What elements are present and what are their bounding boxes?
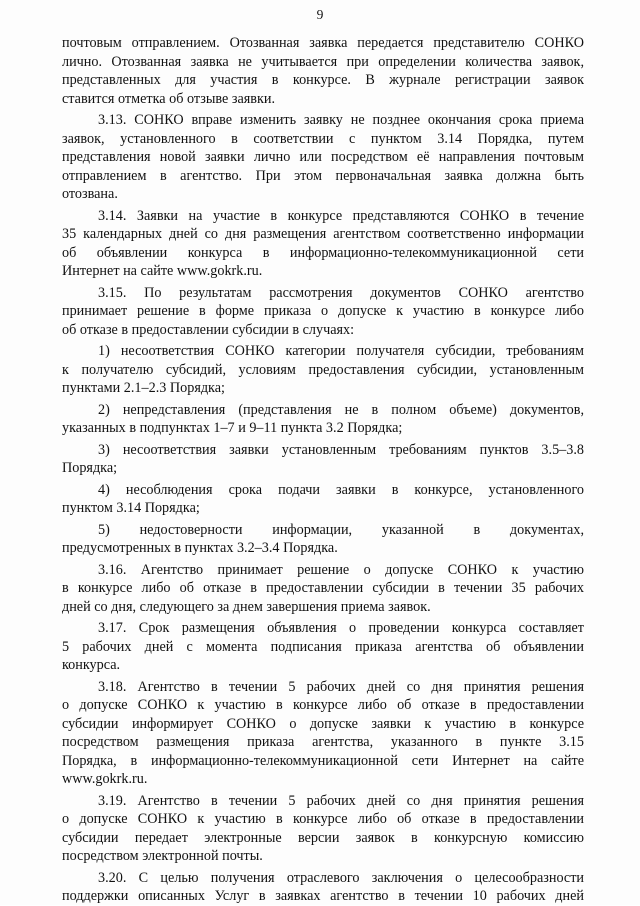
text-line: Порядка, в информационно-телекоммуникационной сети Интернет на сайте: [62, 752, 584, 769]
text-line: принимает решение в форме приказа о допуске к участию в конкурсе либо: [62, 303, 584, 319]
text-line: субсидии информирует СОНКО о допуске заявки к участию в конкурсе: [62, 715, 584, 732]
text-line: к получателю субсидий, условиям предоставления субсидии, установленным: [62, 361, 584, 378]
text-line: посредством размещения приказа агентства, указанного в пункте 3.15: [62, 734, 584, 750]
text-line: 3.19. Агентство в течении 5 рабочих дней со дня принятия решения: [98, 792, 584, 809]
paragraph-3-18: [62, 678, 584, 789]
text-line: ставится отметка об отзыве заявки.: [62, 90, 275, 107]
paragraph-3-13: [62, 111, 584, 204]
text-line: 35 календарных дней со дня размещения агентством соответственно информации: [62, 226, 584, 242]
text-line: 3.20. С целью получения отраслевого заключения о целесообразности: [98, 869, 584, 886]
document-body: [62, 34, 584, 906]
text-line: 4) несоблюдения срока подачи заявки в конкурсе, установленного: [98, 481, 584, 498]
text-line: 3.18. Агентство в течении 5 рабочих дней со дня принятия решения: [98, 678, 584, 695]
text-line: указанных в подпунктах 1–7 и 9–11 пункта 3.2 Порядка;: [62, 420, 403, 436]
text-line: пунктом 3.14 Порядка;: [62, 500, 200, 516]
paragraph-item-2: [62, 401, 584, 438]
text-line: поддержки описанных Услуг в заявках агентство в течении 10 рабочих дней: [62, 888, 584, 904]
paragraph-item-5: [62, 521, 584, 558]
text-line: дней со дня, следующего за днем завершения приема заявок.: [62, 598, 431, 615]
paragraph-cont: [62, 34, 584, 108]
text-line: почтовым отправлением. Отозванная заявка передается представителю СОНКО: [62, 35, 584, 51]
text-line: об отказе в предоставлении субсидии в случаях:: [62, 321, 355, 338]
paragraph-3-14: [62, 207, 584, 281]
text-line: субсидии передает электронные версии заявок в конкурсную комиссию: [62, 829, 584, 846]
text-line: об объявлении конкурса в информационно-телекоммуникационной сети: [62, 244, 584, 261]
paragraph-3-15: [62, 284, 584, 340]
paragraph-3-16: [62, 561, 584, 617]
text-line: отправлением в агентство. При этом первоначальная заявка должна быть: [62, 167, 584, 184]
paragraph-3-20: [62, 869, 584, 906]
page-number: 9: [316, 7, 324, 22]
text-line: 3.17. Срок размещения объявления о проведении конкурса составляет: [98, 620, 584, 636]
text-line: отозвана.: [62, 186, 118, 202]
text-line: пунктами 2.1–2.3 Порядка;: [62, 380, 225, 396]
text-line: 1) несоответствия СОНКО категории получателя субсидии, требованиям: [98, 343, 584, 359]
text-line: 3) несоответствия заявки установленным требованиям пунктов 3.5–3.8: [98, 441, 584, 458]
text-line: Интернет на сайте www.gokrk.ru.: [62, 263, 263, 279]
text-line: 2) непредставления (представления не в полном объеме) документов,: [98, 401, 584, 418]
text-line: 3.15. По результатам рассмотрения документов СОНКО агентство: [98, 284, 584, 301]
text-line: о допуске СОНКО к участию в конкурсе либо об отказе в предоставлении: [62, 811, 584, 827]
text-line: 3.16. Агентство принимает решение о допуске СОНКО к участию: [98, 561, 584, 578]
text-line: 5) недостоверности информации, указанной в документах,: [98, 521, 584, 538]
paragraph-item-4: [62, 481, 584, 518]
text-line: конкурса.: [62, 657, 121, 673]
text-line: представленных для участия в конкурсе. В журнале регистрации заявок: [62, 72, 584, 88]
text-line: о допуске СОНКО к участию в конкурсе либо об отказе в предоставлении: [62, 697, 584, 713]
text-line: заявок, установленного в соответствии с пунктом 3.14 Порядка, путем: [62, 130, 584, 147]
text-line: представления новой заявки лично или посредством её направления почтовым: [62, 149, 584, 165]
paragraph-3-19: [62, 792, 584, 866]
text-line: лично. Отозванная заявка не учитывается при определении количества заявок,: [62, 53, 584, 70]
text-line: в конкурсе либо об отказе в предоставлении субсидии в течении 35 рабочих: [62, 580, 584, 596]
text-line: www.gokrk.ru.: [62, 771, 148, 787]
text-line: Порядка;: [62, 460, 118, 476]
paragraph-3-17: [62, 619, 584, 675]
text-line: 3.14. Заявки на участие в конкурсе представляются СОНКО в течение: [98, 207, 584, 224]
text-line: посредством электронной почты.: [62, 848, 263, 864]
text-line: 3.13. СОНКО вправе изменить заявку не позднее окончания срока приема: [98, 112, 584, 128]
text-line: 5 рабочих дней с момента подписания приказа агентства об объявлении: [62, 638, 584, 655]
paragraph-item-3: [62, 441, 584, 478]
paragraph-item-1: [62, 342, 584, 398]
text-line: предусмотренных в пунктах 3.2–3.4 Порядка.: [62, 540, 338, 556]
